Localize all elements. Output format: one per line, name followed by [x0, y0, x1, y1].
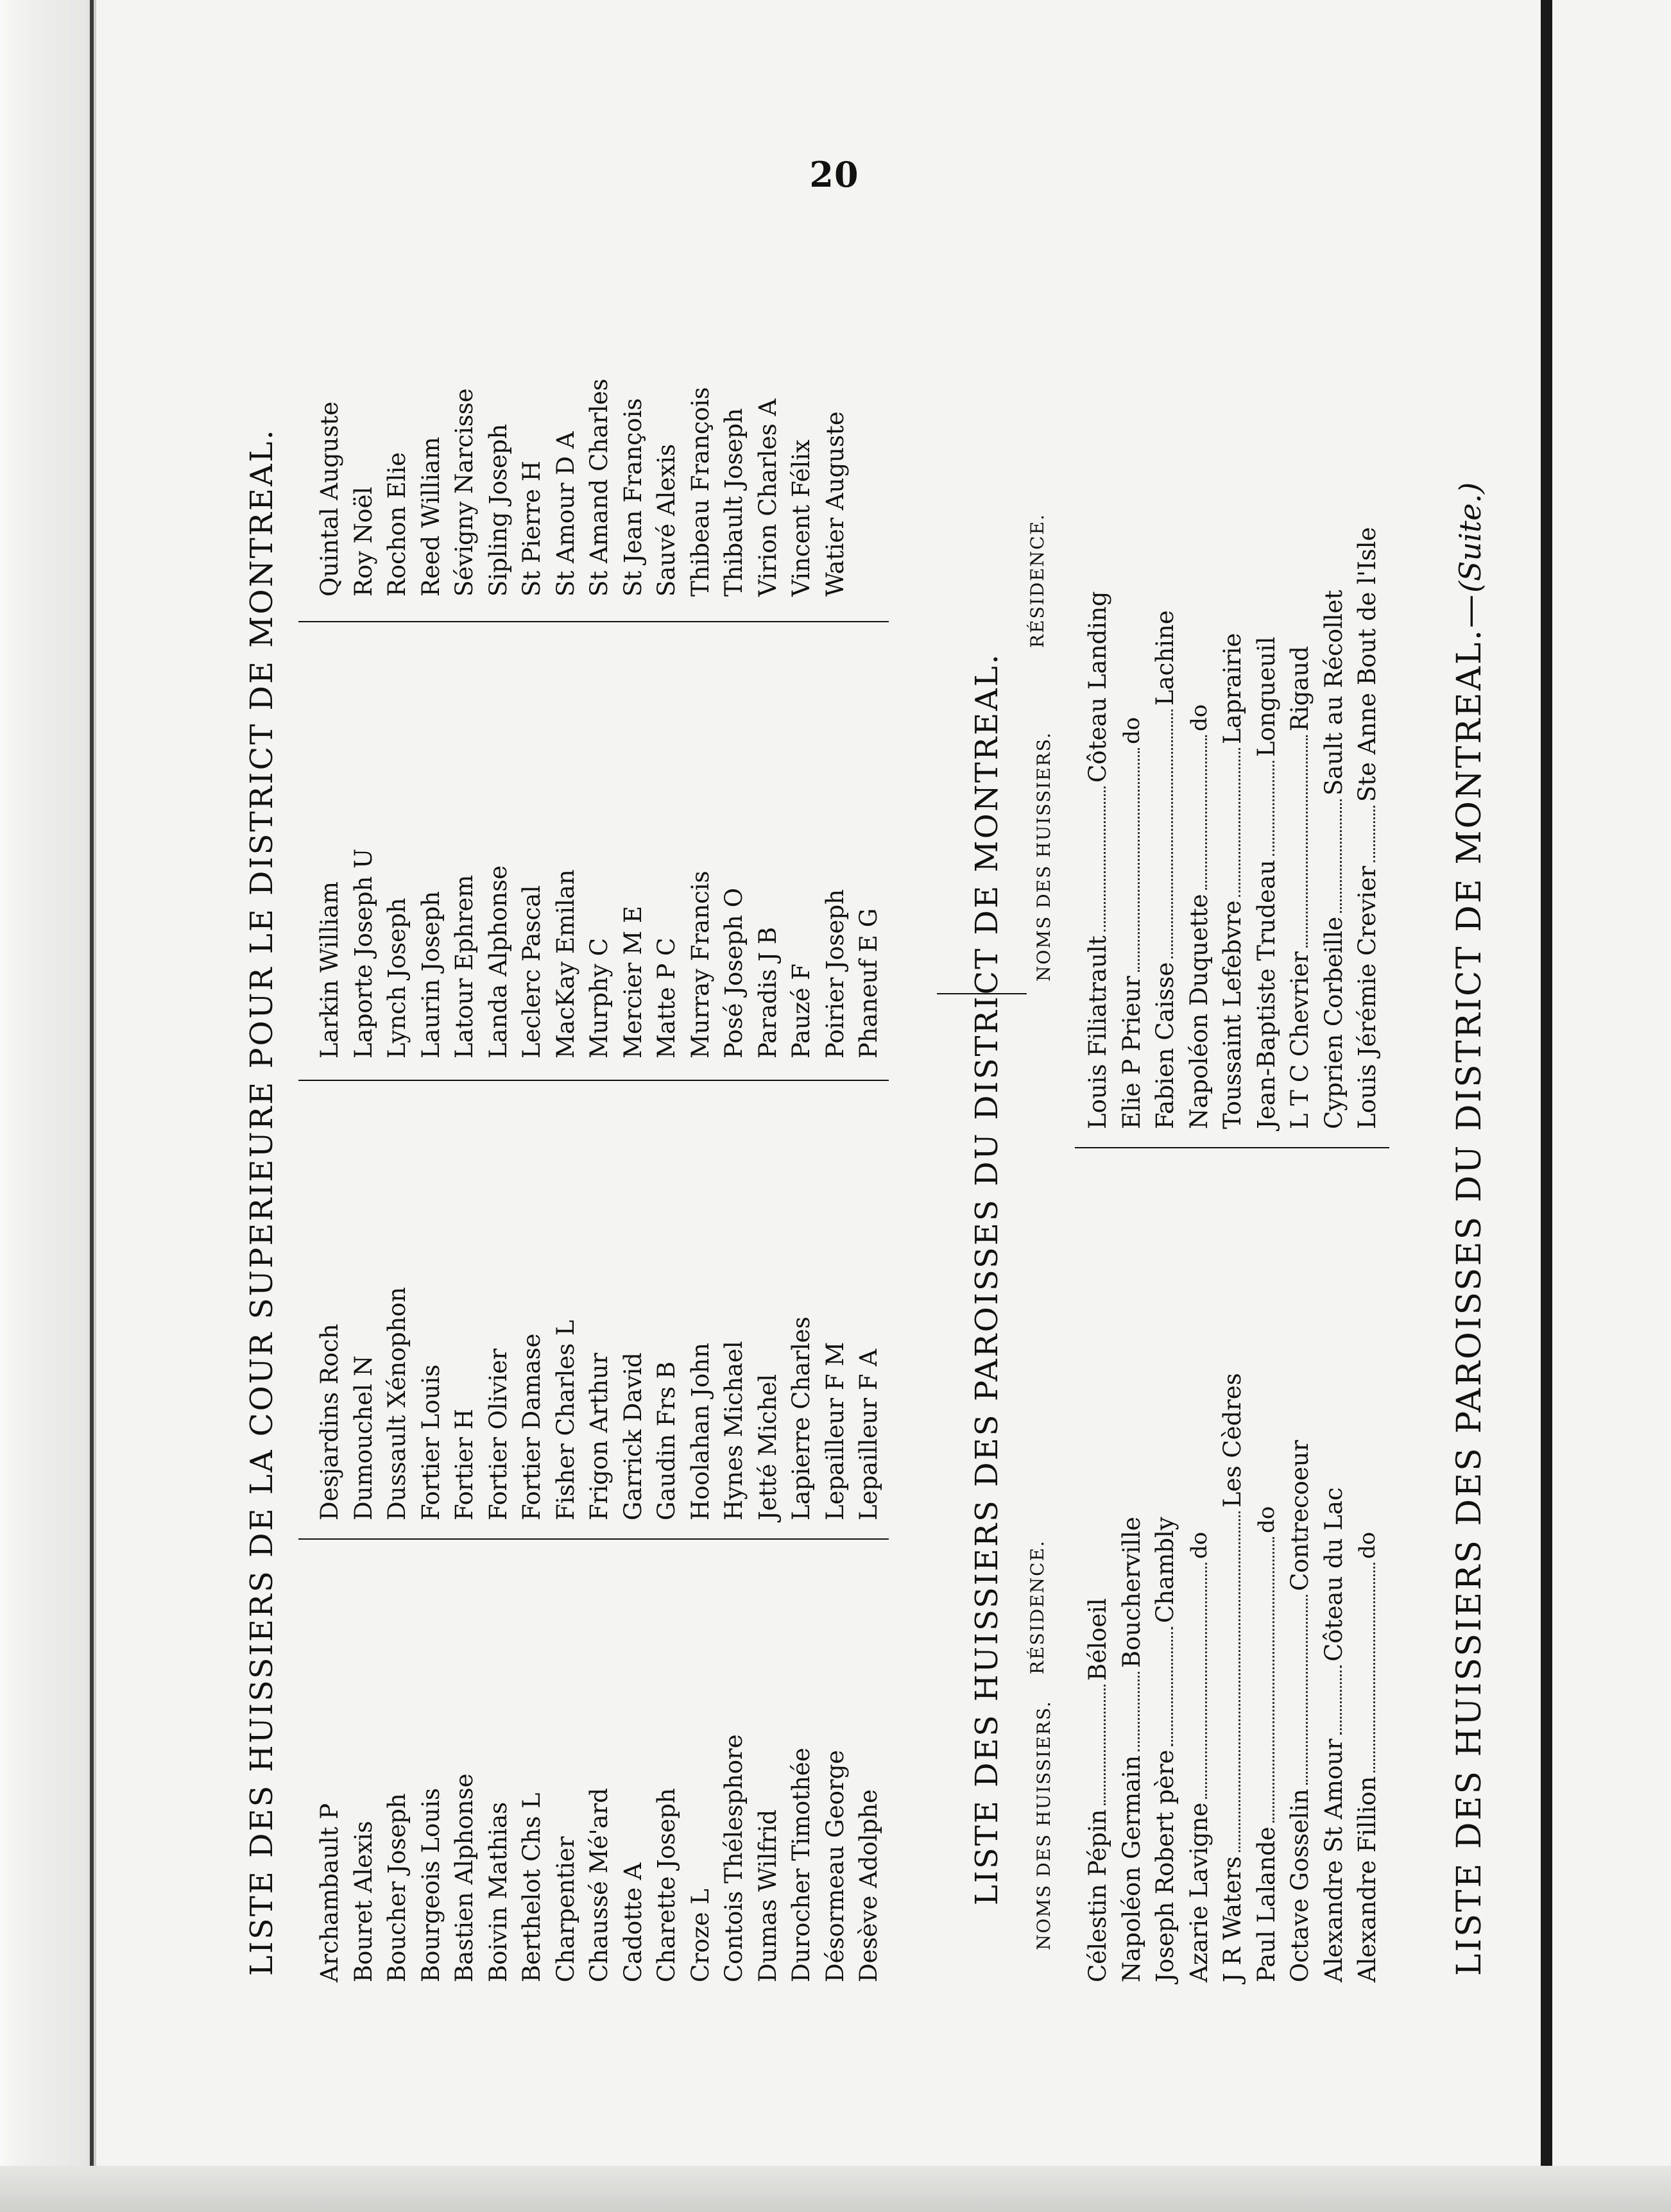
parish-entry: [1351, 1161, 1385, 1982]
huissier-name: Boivin Mathias: [484, 1801, 512, 1982]
dot-leader: [1338, 1665, 1342, 1735]
superior-court-column-4: [313, 379, 852, 597]
dot-leader: [1102, 1685, 1106, 1805]
bottom-scan-edge: [0, 2166, 1671, 2212]
huissier-name: Paul Lalande: [1252, 1826, 1280, 1982]
dot-leader: [1237, 748, 1240, 897]
bottom-continuation-title: [1450, 482, 1489, 1976]
huissier-name: Sipling Joseph: [484, 423, 512, 597]
huissier-name: Bouret Alexis: [349, 1821, 377, 1982]
huissier-name: Posé Joseph O: [720, 888, 748, 1059]
superior-court-column-2: [313, 1287, 886, 1520]
dot-leader: [1304, 1595, 1308, 1785]
dot-leader: [1203, 735, 1207, 890]
huissier-name: Elie P Prieur: [1117, 976, 1145, 1129]
huissier-name: Louis Jérémie Crevier: [1353, 865, 1381, 1129]
huissier-name: Archambault P: [316, 1803, 343, 1982]
parishes-right-name-header: NOMS DES HUISSIERS.: [1033, 731, 1054, 982]
residence: do: [1186, 704, 1212, 731]
dot-leader: [1237, 1511, 1240, 1852]
residence: Contrecoeur: [1286, 1440, 1314, 1591]
parishes-title: LISTE DES HUISSIERS DES PAROISSES DU DISTRICT DE MONTREAL.: [969, 652, 1005, 1905]
huissier-name: Hynes Michael: [720, 1341, 748, 1520]
residence: do: [1253, 1506, 1280, 1533]
huissier-name: Laurin Joseph: [416, 890, 445, 1059]
parish-entry: [1317, 302, 1351, 1129]
huissier-name: Leclerc Pascal: [518, 885, 545, 1059]
next-page-strip: [1541, 0, 1671, 2212]
column-divider: [298, 1538, 889, 1540]
huissier-name: Cyprien Corbeille: [1319, 916, 1348, 1129]
huissier-name: Dumouchel N: [349, 1355, 377, 1520]
huissier-name: Lepailleur F A: [855, 1348, 882, 1520]
parish-entry: [1216, 1161, 1250, 1982]
parishes-left-name-header: NOMS DES HUISSIERS.: [1033, 1700, 1054, 1950]
parish-entry: [1216, 302, 1250, 1129]
huissier-name: Sévigny Narcisse: [450, 388, 478, 597]
column-divider: [1075, 1147, 1389, 1148]
huissier-name: Alexandre St Amour: [1319, 1739, 1348, 1982]
parish-entry: [1317, 1161, 1351, 1982]
page-left-edge: [0, 0, 96, 2212]
huissier-name: Lepailleur F M: [821, 1341, 849, 1520]
huissier-name: Desjardins Roch: [316, 1323, 343, 1520]
huissier-name: Bastien Alphonse: [450, 1773, 478, 1982]
huissier-name: Contois Thélesphore: [720, 1734, 748, 1982]
parish-entry: [1250, 302, 1284, 1129]
parish-entry: [1081, 302, 1115, 1129]
residence: Côteau du Lac: [1319, 1487, 1348, 1662]
huissier-name: Frigon Arthur: [585, 1352, 613, 1520]
parish-entry: [1149, 1161, 1183, 1982]
bottom-title-suite: (Suite.): [1453, 482, 1487, 593]
bottom-title-text: LISTE DES HUISSIERS DES PAROISSES DU DISTRICT DE MONTREAL.—: [1450, 592, 1489, 1976]
huissier-name: Reed William: [416, 437, 445, 597]
huissier-name: Lapierre Charles: [787, 1316, 815, 1520]
dot-leader: [1169, 710, 1173, 958]
rotated-page-content: [244, 0, 1527, 1982]
residence: do: [1355, 1531, 1380, 1559]
dot-leader: [1169, 1627, 1173, 1746]
huissier-name: Napoléon Germain: [1117, 1755, 1145, 1982]
huissier-name: Toussaint Lefebvre: [1219, 900, 1246, 1129]
superior-court-column-3: [313, 849, 886, 1059]
huissier-name: Fisher Charles L: [551, 1320, 579, 1520]
huissier-name: Charette Joseph: [653, 1788, 680, 1982]
huissier-name: Joseph Robert père: [1151, 1749, 1179, 1982]
dot-leader: [1203, 1563, 1207, 1799]
parish-entry: [1115, 1161, 1149, 1982]
huissier-name: Charpentier: [551, 1836, 579, 1982]
huissier-name: Mercier M E: [619, 905, 647, 1059]
huissier-name: Pauzé F: [787, 964, 815, 1059]
residence: Rigaud: [1286, 646, 1314, 731]
huissier-name: Fabien Caisse: [1151, 962, 1179, 1129]
huissier-name: Berthelot Chs L: [518, 1792, 545, 1982]
parish-entry: [1250, 1161, 1284, 1982]
huissier-name: Roy Noël: [349, 486, 377, 597]
huissier-name: Rochon Elie: [383, 452, 411, 597]
column-divider: [298, 1080, 889, 1081]
huissier-name: Sauvé Alexis: [653, 444, 680, 597]
residence: do: [1118, 717, 1145, 744]
huissier-name: Jean-Baptiste Trudeau: [1252, 860, 1280, 1129]
huissier-name: Fortier Louis: [416, 1364, 445, 1520]
dot-leader: [1271, 1537, 1274, 1823]
parish-entry: [1183, 302, 1217, 1129]
dot-leader: [1371, 806, 1375, 862]
dot-leader: [1371, 1563, 1375, 1773]
huissier-name: Louis Filiatrault: [1084, 935, 1111, 1129]
huissier-name: Croze L: [686, 1889, 714, 1982]
parish-entry: [1081, 1161, 1115, 1982]
huissier-name: L T C Chevrier: [1286, 951, 1314, 1129]
page-number: 20: [809, 154, 859, 195]
huissier-name: Phaneuf E G: [855, 908, 882, 1059]
huissier-name: Fortier Damase: [518, 1333, 545, 1520]
parishes-left-residence-header: RÉSIDENCE.: [1027, 1540, 1048, 1674]
huissier-name: Alexandre Fillion: [1353, 1776, 1381, 1982]
residence: do: [1186, 1531, 1212, 1559]
huissier-name: Murray Francis: [686, 871, 714, 1059]
huissier-name: Azarie Lavigne: [1185, 1802, 1213, 1982]
huissier-name: St Amour D A: [551, 431, 579, 597]
huissier-name: Napoléon Duquette: [1185, 894, 1213, 1129]
parishes-right-list: [1081, 302, 1385, 1129]
huissier-name: Thibeau François: [686, 387, 714, 597]
huissier-name: Fortier H: [450, 1409, 478, 1520]
huissier-name: Gaudin Frs B: [653, 1361, 680, 1520]
residence: Chambly: [1151, 1517, 1179, 1623]
huissier-name: Laporte Joseph U: [349, 848, 377, 1059]
huissier-name: Bourgeois Louis: [416, 1788, 445, 1982]
parish-entry: [1149, 302, 1183, 1129]
huissier-name: Desève Adolphe: [855, 1789, 882, 1982]
parish-entry: [1115, 302, 1149, 1129]
huissier-name: Octave Gosselin: [1286, 1789, 1314, 1982]
huissier-name: Matte P C: [653, 937, 680, 1059]
huissier-name: Garrick David: [619, 1352, 647, 1520]
huissier-name: Fortier Olivier: [484, 1348, 512, 1520]
residence: Béloeil: [1084, 1598, 1111, 1681]
huissier-name: St Amand Charles: [585, 379, 613, 597]
huissier-name: Watier Auguste: [821, 411, 849, 597]
dot-leader: [1271, 761, 1274, 856]
huissier-name: Cadotte A: [619, 1862, 647, 1982]
residence: Côteau Landing: [1084, 591, 1111, 783]
huissier-name: Boucher Joseph: [383, 1793, 411, 1982]
huissier-name: Virion Charles A: [753, 398, 782, 597]
huissier-name: Latour Ephrem: [450, 874, 478, 1059]
huissier-name: Murphy C: [585, 938, 613, 1059]
residence: Ste Anne Bout de l'Isle: [1353, 527, 1381, 802]
parish-entry: [1351, 302, 1385, 1129]
superior-court-column-1: [313, 1734, 886, 1982]
column-divider: [298, 621, 889, 622]
parishes-right-residence-header: RÉSIDENCE.: [1027, 513, 1048, 648]
huissier-name: Dumas Wilfrid: [753, 1809, 782, 1982]
parish-entry: [1183, 1161, 1217, 1982]
huissier-name: Lynch Joseph: [383, 898, 411, 1059]
residence: Sault au Récollet: [1319, 590, 1348, 795]
huissier-name: Poirier Joseph: [821, 889, 849, 1059]
huissier-name: Célestin Pépin: [1084, 1809, 1111, 1982]
huissier-name: Désormeau George: [821, 1749, 849, 1982]
residence: Longueuil: [1252, 636, 1280, 757]
huissier-name: Hoolahan John: [686, 1343, 714, 1520]
huissier-name: J R Waters: [1219, 1856, 1246, 1982]
dot-leader: [1136, 748, 1140, 972]
huissier-name: Quintal Auguste: [316, 401, 343, 597]
huissier-name: St Jean François: [619, 398, 647, 597]
dot-leader: [1136, 1672, 1140, 1751]
dot-leader: [1338, 799, 1342, 913]
huissier-name: Chaussé Mé'ard: [585, 1787, 613, 1982]
superior-court-title: LISTE DES HUISSIERS DE LA COUR SUPERIEURE POUR LE DISTRICT DE MONTREAL.: [244, 428, 280, 1976]
huissier-name: Thibault Joseph: [720, 408, 748, 597]
residence: Lachine: [1151, 610, 1179, 706]
residence: Laprairie: [1219, 633, 1246, 744]
parish-entry: [1283, 1161, 1317, 1982]
residence: Les Cèdres: [1219, 1373, 1246, 1508]
huissier-name: Jetté Michel: [753, 1374, 782, 1520]
huissier-name: Larkin William: [316, 881, 343, 1059]
huissier-name: Durocher Timothée: [787, 1748, 815, 1982]
parish-entry: [1283, 302, 1317, 1129]
huissier-name: Paradis J B: [753, 926, 782, 1059]
huissier-name: Vincent Félix: [787, 439, 815, 597]
huissier-name: St Pierre H: [518, 461, 545, 597]
huissier-name: MacKay Emilan: [551, 869, 579, 1059]
binding-shadow: [90, 0, 94, 2212]
dot-leader: [1102, 787, 1106, 932]
residence: Boucherville: [1117, 1517, 1145, 1668]
dot-leader: [1304, 735, 1308, 948]
huissier-name: Landa Alphonse: [484, 865, 512, 1059]
huissier-name: Dussault Xénophon: [383, 1287, 411, 1520]
parishes-left-list: [1081, 1161, 1385, 1982]
